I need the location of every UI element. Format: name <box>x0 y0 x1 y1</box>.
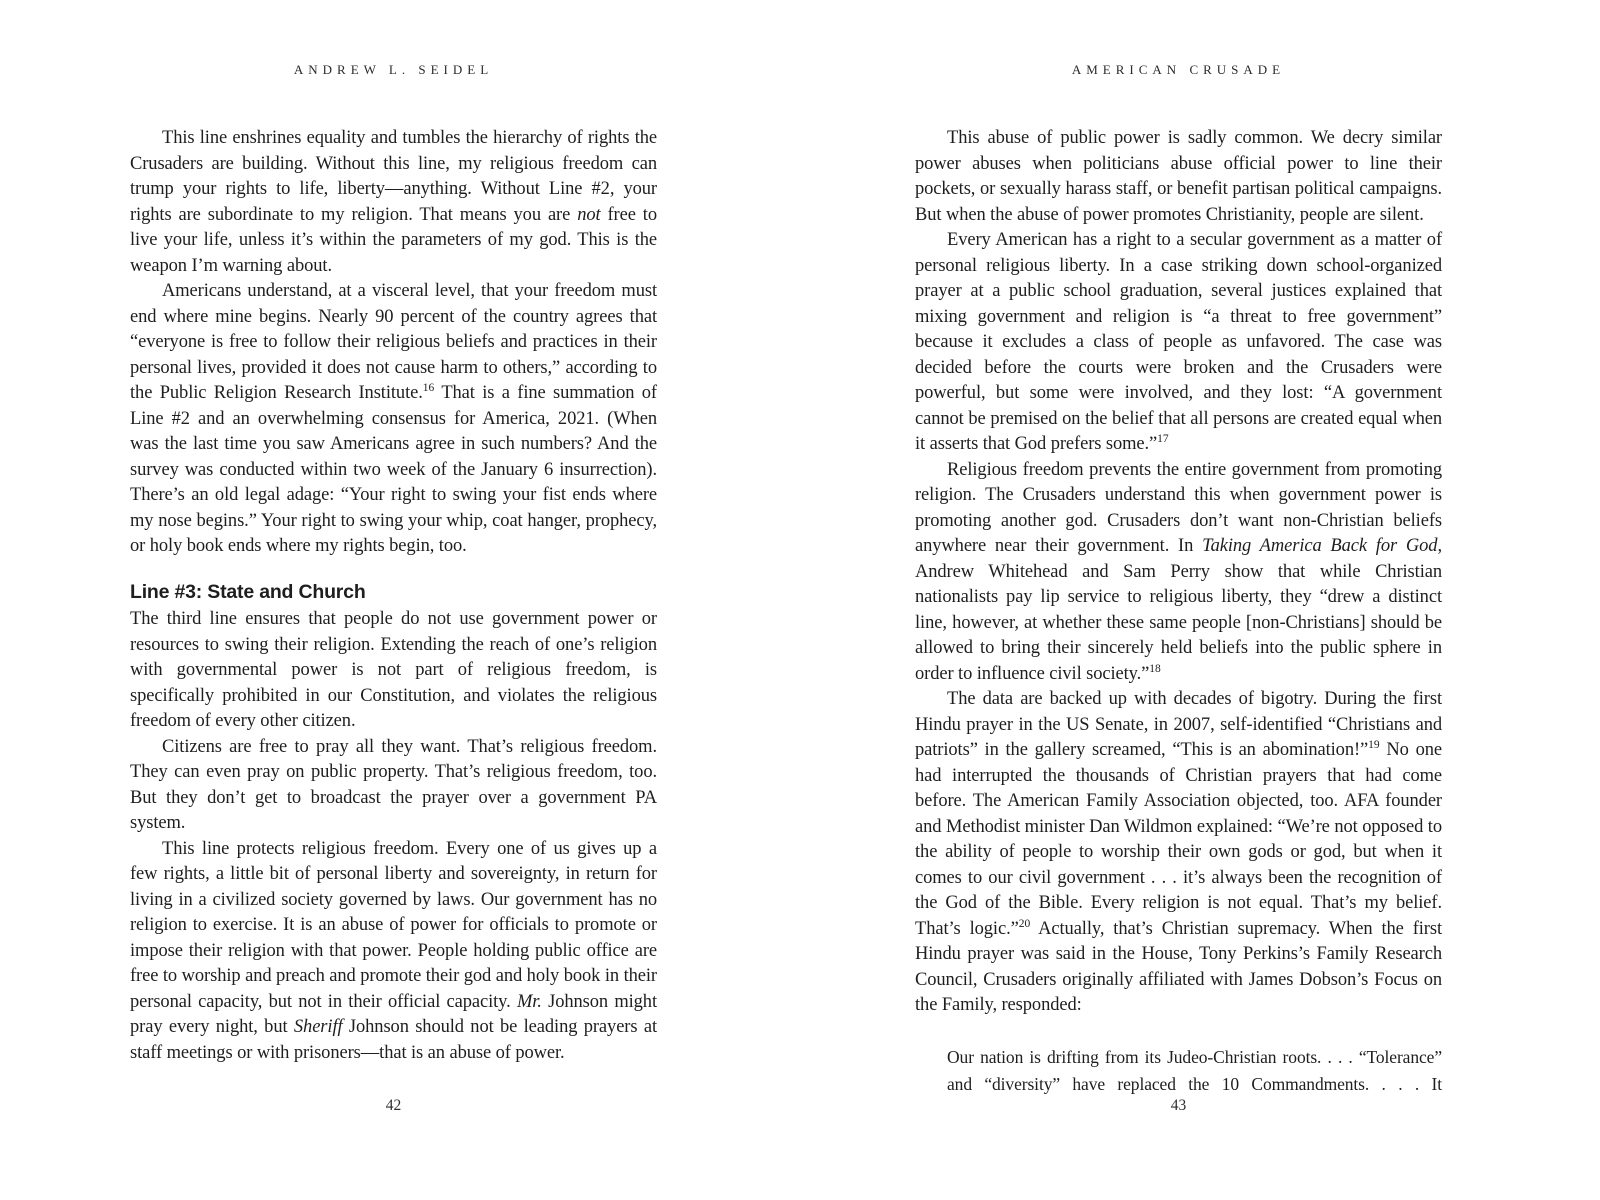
text-run: The third line ensures that people do not use government power or resources to swing their religion. Extending the reach of one’s religion with governmental power is not part of religious freedom, is specifically prohibited in our Constitution, and violates the religious freedom of every other citizen. <box>130 609 657 731</box>
italic-text: Taking America Back for God <box>1202 536 1438 556</box>
italic-text: Mr. <box>516 991 542 1012</box>
text-run: , Andrew Whitehead and Sam Perry show that while Christian nationalists pay lip service to religious liberty, they “drew a distinct line, however, at whether these same people [non-Christians] should be allowed to bring their sincerely held beliefs into the public sphere in order to influence civil society.” <box>915 536 1442 684</box>
body-paragraph <box>915 126 1442 228</box>
text-run: Actually, that’s Christian supremacy. When the first Hindu prayer was said in the House, Tony Perkins’s Family Research Council, Crusaders originally affiliated with James Dobson’s Focus on the Family, responded: <box>915 918 1443 1015</box>
footnote-reference: 20 <box>1018 917 1031 930</box>
block-quote <box>947 1044 1442 1098</box>
italic-text: Sheriff <box>293 1017 343 1037</box>
body-paragraph <box>130 837 657 1067</box>
footnote-reference: 17 <box>1157 432 1169 445</box>
text-run: Johnson should not be leading prayers at staff meetings or with prisoners—that is an abuse of power. <box>130 1017 657 1063</box>
text-run: This line protects religious freedom. Every one of us gives up a few rights, a little bit of personal liberty and sovereignty, in return for living in a civilized society governed by laws. Our government has no religion to exercise. It is an abuse of power for officials to promote or impose their religion with that power. People holding public office are free to worship and preach and promote their god and holy book in their personal capacity, but not in their official capacity. <box>130 838 657 1012</box>
page-right <box>915 0 1442 1200</box>
footnote-reference: 18 <box>1149 662 1161 675</box>
page-number-right: 43 <box>1170 1097 1187 1114</box>
body-paragraph <box>130 735 657 837</box>
text-run: Religious freedom prevents the entire government from promoting religion. The Crusaders understand this when government power is promoting another god. Crusaders don’t want non-Christian beliefs anywhere near their government. In <box>915 459 1442 556</box>
footnote-reference: 19 <box>1368 738 1380 751</box>
text-run: Johnson might pray every night, but <box>130 991 658 1037</box>
body-paragraph <box>915 687 1442 1019</box>
running-head-book-title: AMERICAN CRUSADE <box>1071 62 1286 77</box>
text-run: The data are backed up with decades of bigotry. During the first Hindu prayer in the US Senate, in 2007, self-identified “Christians and patriots” in the gallery screamed, “This is an abomination!” <box>915 689 1442 760</box>
footnote-reference: 16 <box>422 381 435 394</box>
text-run: Our nation is drifting from its Judeo-Christian roots. . . . “Tolerance” and “diversity” have replaced the 10 Commandments. . . . It <box>947 1046 1442 1094</box>
text-run: Americans understand, at a visceral level, that your freedom must end where mine begins. Nearly 90 percent of the country agrees that “everyone is free to follow their religious beliefs and practices in their personal lives, provided it does not cause harm to others,” according to the Public Religion Research Institute. <box>130 281 657 403</box>
body-paragraph <box>915 458 1442 688</box>
page-left <box>130 0 657 1200</box>
page-body-right <box>915 126 1442 1098</box>
text-run: free to live your life, unless it’s within the parameters of my god. This is the weapon I’m warning about. <box>130 204 657 276</box>
text-run: That is a fine summation of Line #2 and an overwhelming consensus for America, 2021. (When was the last time you saw Americans agree in such numbers? And the survey was conducted within two week of the January 6 insurrection). There’s an old legal adage: “Your right to swing your fist ends where my nose begins.” Your right to swing your whip, coat hanger, prophecy, or holy book ends where my rights begin, too. <box>130 383 657 556</box>
text-run: Citizens are free to pray all they want. That’s religious freedom. They can even pray on public property. That’s religious freedom, too. But they don’t get to broadcast the prayer over a government PA system. <box>130 736 657 833</box>
body-paragraph <box>130 126 657 279</box>
text-run: Every American has a right to a secular government as a matter of personal religious liberty. In a case striking down school-organized prayer at a public school graduation, several justices explained that mixing government and religion is “a threat to free government” because it excludes a class of people as unfavored. The case was decided before the courts were broken and the Crusaders were powerful, but some were involved, and they lost: “A government cannot be premised on the belief that all persons are created equal when it asserts that God prefers some.” <box>915 230 1442 454</box>
body-paragraph <box>130 607 657 735</box>
page-number-left: 42 <box>385 1097 402 1114</box>
text-run: This abuse of public power is sadly common. We decry similar power abuses when politicians abuse official power to line their pockets, or sexually harass staff, or benefit partisan political campaigns. But when the abuse of power promotes Christianity, people are silent. <box>915 128 1442 225</box>
italic-text: not <box>577 204 601 225</box>
text-run: No one had interrupted the thousands of Christian prayers that had come before. The American Family Association objected, too. AFA founder and Methodist minister Dan Wildmon explained: “We’re not opposed to the ability of people to worship their own gods or god, but when it comes to our civil government . . . it’s always been the recognition of the God of the Bible. Every religion is not equal. That’s my belief. That’s logic.” <box>915 740 1442 939</box>
body-paragraph <box>915 228 1442 458</box>
page-body-left <box>130 126 657 1066</box>
text-run: This line enshrines equality and tumbles the hierarchy of rights the Crusaders are building. Without this line, my religious freedom can trump your rights to life, liberty—anything. Without Line #2, your rights are subordinate to my religion. That means you are <box>130 128 657 225</box>
body-paragraph <box>130 279 657 560</box>
section-heading: Line #3: State and Church <box>130 580 366 603</box>
running-head-author: ANDREW L. SEIDEL <box>293 62 494 77</box>
